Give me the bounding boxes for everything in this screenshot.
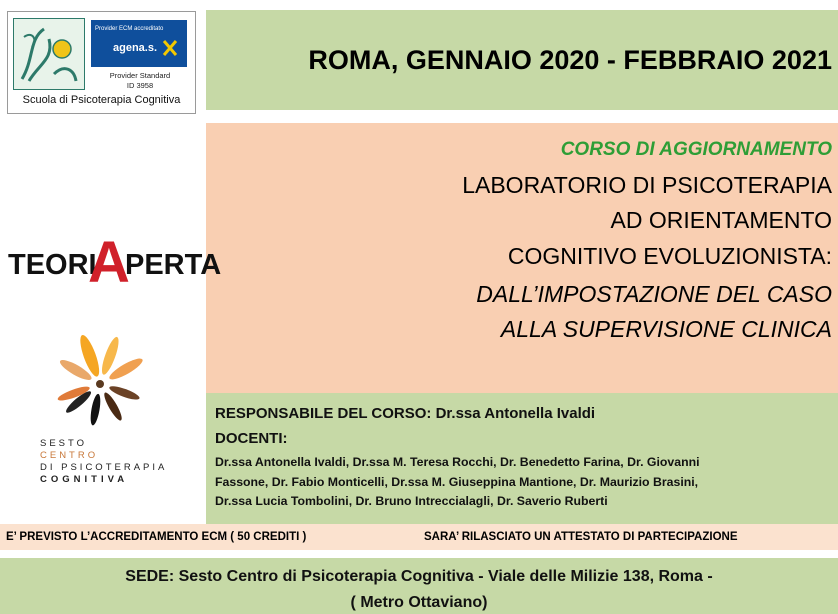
docenti-line: Dr.ssa Antonella Ivaldi, Dr.ssa M. Teresa Rocchi, Dr. Benedetto Farina, Dr. Giovanni: [215, 455, 700, 469]
venue-address: SEDE: Sesto Centro di Psicoterapia Cognitiva - Viale delle Milizie 138, Roma -: [125, 568, 713, 585]
school-logo-box: [7, 11, 196, 114]
school-name: Scuola di Psicoterapia Cognitiva: [22, 94, 181, 106]
docenti-line: Fassone, Dr. Fabio Monticelli, Dr.ssa M. Giuseppina Mantione, Dr. Maurizio Brasini,: [215, 475, 699, 489]
course-title-line: LABORATORIO DI PSICOTERAPIA: [462, 172, 832, 198]
title-band: [206, 10, 838, 110]
course-subtitle-line: ALLA SUPERVISIONE CLINICA: [500, 316, 832, 342]
sesto-wordmark: [40, 438, 167, 486]
teoria-aperta-logo: [8, 230, 222, 295]
teoria-letter: A: [88, 230, 130, 295]
course-subtitle-line: DALL’IMPOSTAZIONE DEL CASO: [476, 281, 832, 307]
sesto-line: COGNITIVA: [40, 474, 129, 485]
docenti-line: Dr.ssa Lucia Tombolini, Dr. Bruno Intreccialagli, Dr. Saverio Ruberti: [215, 494, 608, 508]
course-title-line: AD ORIENTAMENTO: [610, 207, 832, 233]
venue-metro: ( Metro Ottaviano): [350, 594, 488, 611]
provider-standard: [88, 71, 192, 91]
sesto-line: SESTO: [40, 438, 88, 449]
sesto-line: DI PSICOTERAPIA: [40, 462, 168, 473]
course-panel: [206, 123, 838, 393]
course-title-line: COGNITIVO EVOLUZIONISTA:: [507, 243, 832, 269]
ecm-accreditation: E’ PREVISTO L’ACCREDITAMENTO ECM ( 50 CREDITI ): [6, 531, 307, 543]
teoria-left: TEORI: [8, 249, 97, 281]
provider-id: ID 3958: [126, 81, 154, 90]
provider-standard-label: Provider Standard: [109, 71, 171, 80]
accreditation-strip: [0, 524, 838, 550]
agenas-name: agena.s.: [113, 42, 158, 54]
staff-panel: [206, 393, 838, 524]
sesto-flower-icon: [22, 334, 172, 434]
venue-band: [0, 558, 838, 614]
agenas-mark-icon: [163, 40, 177, 56]
docenti-label: DOCENTI:: [215, 430, 288, 447]
page-title: ROMA, GENNAIO 2020 - FEBBRAIO 2021: [308, 45, 832, 75]
school-seal-icon: [13, 18, 85, 90]
course-responsible: RESPONSABILE DEL CORSO: Dr.ssa Antonella Ivaldi: [215, 405, 596, 422]
course-kind: CORSO DI AGGIORNAMENTO: [560, 139, 832, 160]
attendance-certificate: SARA’ RILASCIATO UN ATTESTATO DI PARTECIPAZIONE: [424, 531, 738, 543]
sesto-line: CENTRO: [40, 450, 99, 461]
teoria-aperta-logo-icon: [8, 230, 222, 295]
agenas-caption: Provider ECM accreditato: [95, 26, 164, 32]
agenas-badge: [91, 20, 187, 67]
teoria-right: PERTA: [125, 249, 222, 281]
